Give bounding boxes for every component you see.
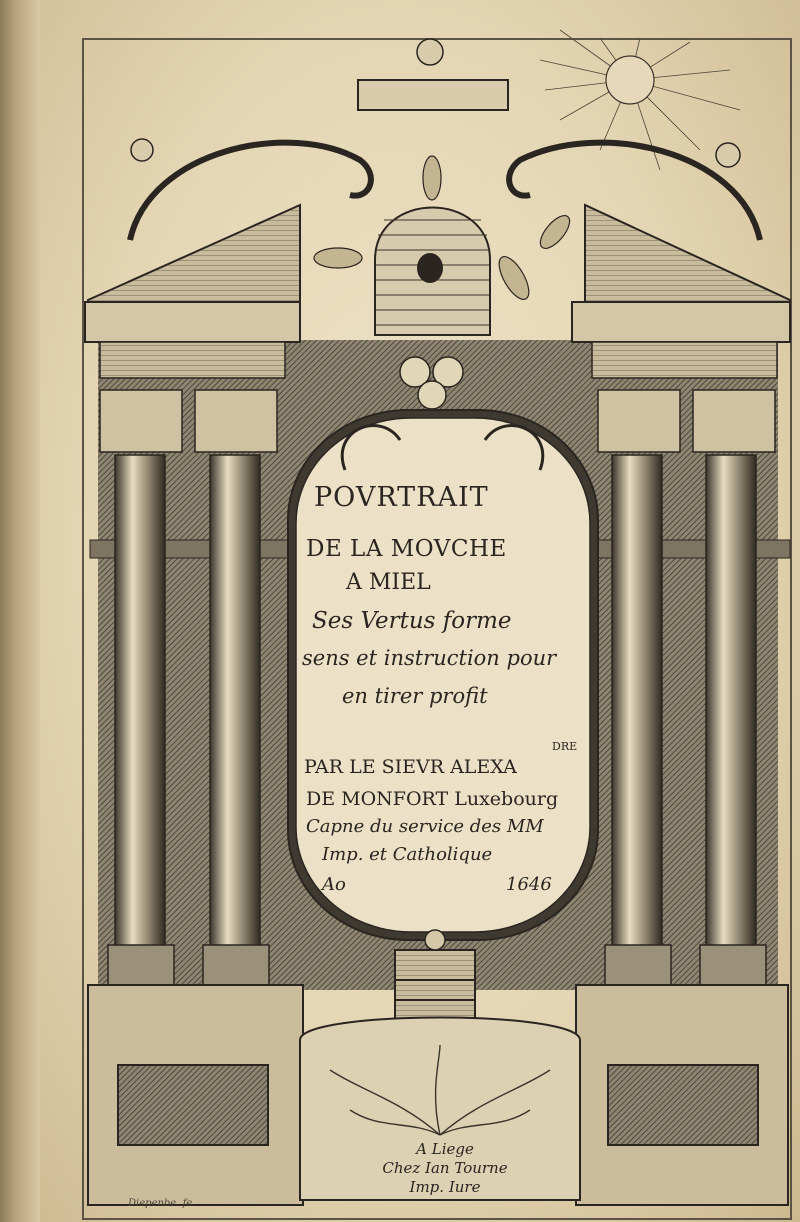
subtitle-line-1: Ses Vertus forme	[312, 608, 512, 634]
right-urn	[716, 143, 740, 167]
left-scroll	[130, 143, 371, 240]
beehive	[375, 208, 490, 336]
subtitle-line-3: en tirer profit	[342, 684, 488, 708]
author-superscript: DRE	[552, 740, 578, 753]
imprint-block	[360, 1140, 530, 1197]
author-line-4: Imp. et Catholique	[322, 844, 493, 865]
title-text-block	[300, 470, 585, 910]
title-line-1: POVRTRAIT	[314, 482, 489, 513]
publication-year: 1646	[506, 874, 552, 895]
bee-icon	[314, 248, 362, 268]
left-urn	[131, 139, 153, 161]
finial	[417, 39, 443, 65]
imprint-line-1: A Liege	[416, 1140, 474, 1158]
author-line-3: Capne du service des MM	[306, 816, 544, 837]
subtitle-line-2: sens et instruction pour	[302, 646, 557, 670]
imprint-line-2: Chez Ian Tourne	[382, 1159, 508, 1177]
year-prefix: Ao	[322, 874, 346, 895]
title-line-3: A MIEL	[346, 570, 431, 595]
bee-icon	[423, 156, 441, 200]
author-line-2: DE MONFORT Luxebourg	[306, 788, 559, 810]
title-line-2: DE LA MOVCHE	[306, 536, 507, 562]
engraver-signature: Diepenbe. fe.	[128, 1198, 196, 1209]
author-line-1: PAR LE SIEVR ALEXA	[304, 756, 517, 778]
imprint-line-3: Imp. Iure	[409, 1178, 481, 1196]
bee-icon	[493, 252, 534, 304]
bee-icon	[535, 211, 575, 253]
